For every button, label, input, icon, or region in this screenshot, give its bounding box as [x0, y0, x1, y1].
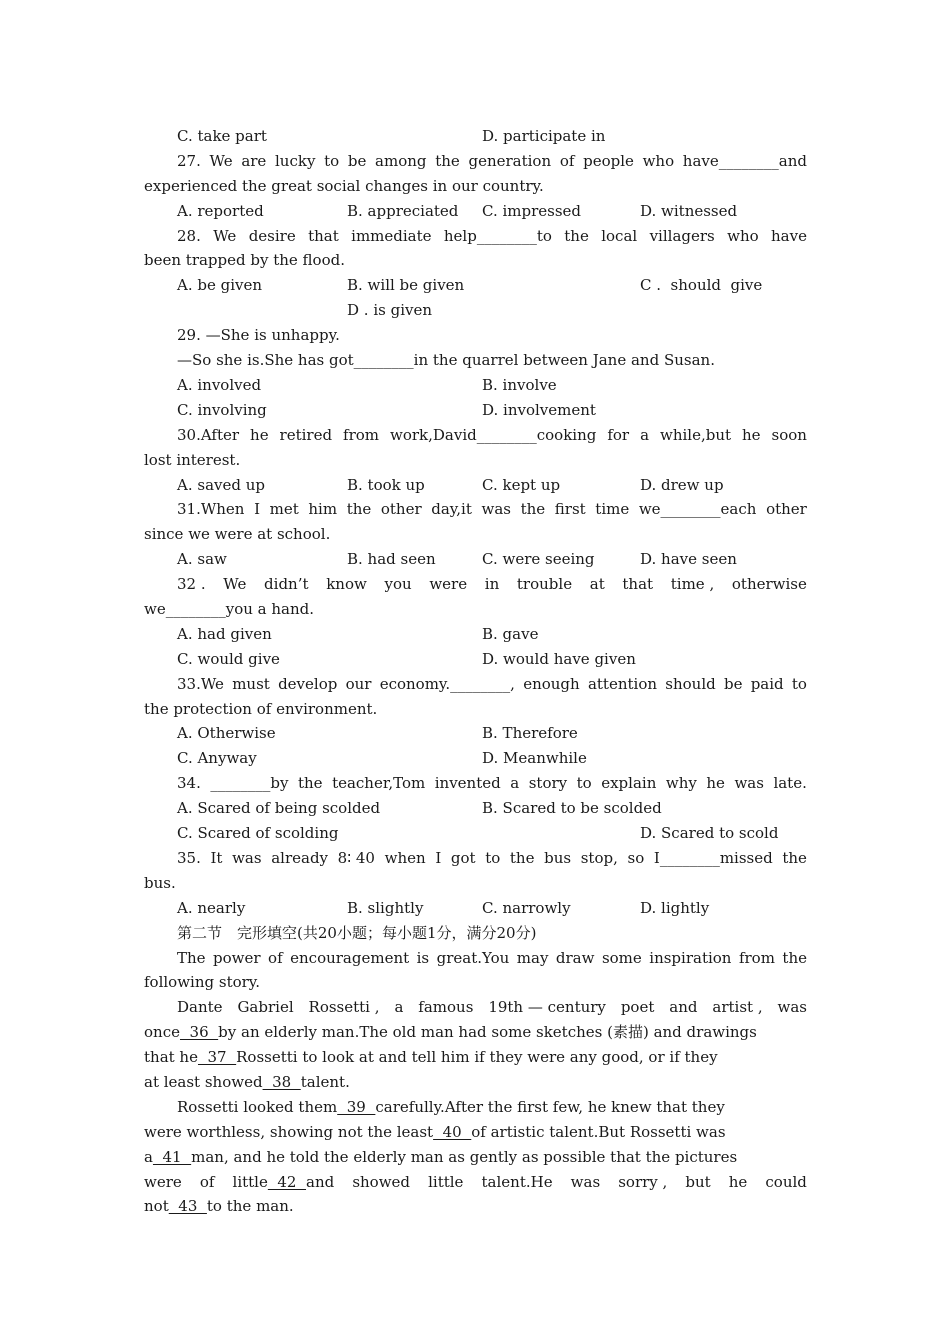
text-segment: man, and he told the elderly man as gently as possible that the pictures — [191, 1147, 738, 1166]
word: I — [254, 500, 261, 519]
blank-36: 36 — [179, 1023, 219, 1042]
word: to — [576, 774, 592, 793]
q35-option-b: B. slightly — [347, 898, 424, 917]
q30-option-a: A. saved up — [177, 475, 265, 494]
text-segment: talent. — [300, 1073, 350, 1091]
word: a — [510, 774, 520, 793]
word: of — [559, 151, 575, 170]
word: lucky — [275, 151, 316, 170]
q27-option-d: D. witnessed — [640, 201, 738, 220]
passage-p1-line4 — [144, 1070, 807, 1095]
text-segment: by an elderly man.The old man had some sketches (素描) and drawings — [218, 1023, 757, 1042]
q31-option-c: C. were seeing — [482, 550, 595, 569]
word: are — [241, 151, 267, 170]
word: trouble — [516, 575, 573, 594]
q33-option-a: A. Otherwise — [177, 724, 276, 743]
q30-option-b: B. took up — [347, 475, 425, 494]
word: We — [223, 575, 247, 594]
word: so — [627, 848, 645, 867]
word: he — [250, 425, 269, 444]
q33-options-ab — [144, 721, 807, 746]
q27-option-c: C. impressed — [482, 201, 582, 220]
q29-option-d: D. involvement — [482, 400, 596, 419]
q27-option-b: B. appreciated — [347, 201, 459, 220]
q27-stem-line1 — [144, 149, 807, 174]
text-segment: at least showed — [144, 1073, 263, 1091]
q28-stem-line1 — [144, 224, 807, 249]
q33-stem-line1 — [144, 672, 807, 697]
word: the — [509, 848, 535, 867]
word: a — [394, 998, 404, 1017]
word: We — [209, 151, 233, 170]
word: poet — [620, 998, 655, 1017]
word: must — [232, 674, 270, 693]
q30-option-d: D. drew up — [640, 475, 724, 494]
word: who — [727, 226, 759, 245]
word: The — [177, 948, 206, 967]
word: talent.He — [481, 1172, 553, 1191]
word: Dante — [177, 998, 223, 1017]
q28-stem-line2: been trapped by the flood. — [144, 251, 345, 270]
word: may — [516, 948, 549, 967]
word: from — [738, 948, 775, 967]
word: local — [601, 226, 638, 245]
word: be — [347, 151, 367, 170]
word: he — [706, 774, 725, 793]
word: 35. — [177, 848, 201, 867]
word: great.You — [436, 948, 510, 967]
blank-41: 41 — [152, 1147, 192, 1166]
q35-option-c: C. narrowly — [482, 898, 571, 917]
text-segment: not — [144, 1197, 169, 1216]
word: artist , — [712, 998, 763, 1017]
q28-options-abc — [144, 273, 807, 298]
word: enough — [523, 674, 580, 693]
text-segment: a — [144, 1147, 153, 1166]
word: the — [782, 848, 807, 867]
q30-options — [144, 473, 807, 498]
word: showed — [352, 1172, 411, 1191]
q34-option-d: D. Scared to scold — [640, 824, 779, 843]
word: have — [771, 226, 807, 245]
word: bus — [544, 848, 572, 867]
word: We — [213, 226, 237, 245]
word: some — [601, 948, 642, 967]
word: from — [343, 425, 380, 444]
word: inspiration — [649, 948, 732, 967]
word: generation — [468, 151, 552, 170]
q31-stem-line2: since we were at school. — [144, 525, 331, 544]
exam-page — [144, 124, 807, 1219]
word: of — [199, 1172, 215, 1191]
word: Gabriel — [237, 998, 294, 1017]
q29-options-ab — [144, 373, 807, 398]
q29-stem-line2: —So she is.She has got________in the quarrel between Jane and Susan. — [177, 351, 715, 370]
word: economy.________, — [379, 674, 515, 693]
passage-p2-line1 — [144, 1095, 807, 1120]
q30-stem-line1 — [144, 423, 807, 448]
word: people — [583, 151, 634, 170]
q32-stem-line2: we________you a hand. — [144, 600, 314, 618]
word: first — [554, 500, 586, 519]
word: be — [723, 674, 743, 693]
word: time — [595, 500, 630, 519]
word: to — [324, 151, 340, 170]
word: 30.After — [177, 425, 240, 444]
word: at — [589, 575, 605, 594]
word: paid — [750, 674, 784, 693]
passage-intro-line1 — [144, 946, 807, 971]
q35-option-d: D. lightly — [640, 898, 710, 917]
word: invented — [434, 774, 501, 793]
word: were — [144, 1172, 182, 1191]
passage-p2-line3 — [144, 1145, 807, 1170]
q29-stem-line1: 29. —She is unhappy. — [177, 326, 340, 345]
q29-option-a: A. involved — [177, 375, 262, 394]
text-segment: carefully.After the first few, he knew that they — [375, 1097, 725, 1116]
word: have________and — [682, 151, 807, 170]
text-segment: once — [144, 1023, 180, 1042]
q28-option-d: D . is given — [347, 301, 433, 320]
word: the — [520, 500, 546, 519]
word: 32 . — [177, 575, 206, 594]
section2-heading: 第二节 完形填空(共20小题；每小题1分，满分20分) — [177, 923, 537, 942]
text-segment: that he — [144, 1048, 198, 1067]
blank-38: 38 — [262, 1073, 301, 1091]
word: met — [269, 500, 299, 519]
word: among — [375, 151, 427, 170]
word: 27. — [177, 151, 201, 170]
word: immediate — [351, 226, 432, 245]
word: otherwise — [731, 575, 807, 594]
word: sorry , — [618, 1172, 668, 1191]
word: teacher,Tom — [332, 774, 426, 793]
q29-options-cd — [144, 398, 807, 423]
word: that — [622, 575, 654, 594]
q28-option-a: A. be given — [177, 276, 263, 295]
q28-options-d — [144, 298, 807, 323]
word: develop — [278, 674, 338, 693]
q31-option-a: A. saw — [177, 550, 227, 569]
word: stop, — [580, 848, 618, 867]
word: time , — [670, 575, 715, 594]
passage-p2-line2 — [144, 1120, 807, 1145]
word: was — [734, 774, 764, 793]
q32-option-b: B. gave — [482, 624, 539, 643]
q34-options-cd — [144, 821, 807, 846]
passage-p2-line5 — [144, 1194, 807, 1219]
q33-option-d: D. Meanwhile — [482, 749, 587, 768]
word: to — [791, 674, 807, 693]
word: little — [428, 1172, 464, 1191]
q32-options-cd — [144, 647, 807, 672]
blank-40: 40 — [433, 1122, 472, 1141]
q34-option-b: B. Scared to be scolded — [482, 799, 662, 818]
q30-stem-line2: lost interest. — [144, 450, 241, 469]
word: day,it — [431, 500, 472, 519]
word: and — [669, 998, 698, 1017]
q33-option-b: B. Therefore — [482, 724, 578, 743]
word: story — [528, 774, 568, 793]
word: already — [271, 848, 329, 867]
word: 34. — [177, 774, 201, 793]
q35-stem-line2: bus. — [144, 873, 176, 892]
q32-option-d: D. would have given — [482, 649, 636, 668]
word: for — [607, 425, 630, 444]
word: was — [481, 500, 511, 519]
word: our — [345, 674, 372, 693]
q32-option-a: A. had given — [177, 624, 272, 643]
q26-option-d: D. participate in — [482, 127, 606, 145]
blank-42: 42 — [267, 1172, 307, 1191]
word: him — [308, 500, 338, 519]
q29-option-c: C. involving — [177, 400, 267, 419]
passage-p1-line1 — [144, 995, 807, 1020]
q33-option-c: C. Anyway — [177, 749, 257, 768]
word: was — [570, 1172, 601, 1191]
q34-option-c: C. Scared of scolding — [177, 824, 339, 843]
blank-37: 37 — [197, 1048, 237, 1067]
word: desire — [248, 226, 296, 245]
q35-stem-line1 — [144, 846, 807, 871]
word: got — [450, 848, 476, 867]
q34-options-ab — [144, 796, 807, 821]
q33-options-cd — [144, 746, 807, 771]
word: didn’t — [264, 575, 309, 594]
word: the — [782, 948, 807, 967]
q35-option-a: A. nearly — [177, 898, 246, 917]
word: should — [665, 674, 716, 693]
text-segment: to the man. — [206, 1197, 294, 1216]
word: 19th — century — [488, 998, 606, 1017]
word: encouragement — [290, 948, 410, 967]
word: to — [485, 848, 501, 867]
word: he — [728, 1172, 748, 1191]
q27-stem-line2: experienced the great social changes in our country. — [144, 176, 544, 195]
word: who — [642, 151, 675, 170]
word: the — [346, 500, 372, 519]
passage-p1-line2 — [144, 1020, 807, 1045]
text-segment: were worthless, showing not the least — [144, 1122, 434, 1141]
word: know — [326, 575, 367, 594]
q31-options — [144, 547, 807, 572]
word: the — [297, 774, 323, 793]
word: I________missed — [653, 848, 773, 867]
passage-p2-line4 — [144, 1170, 807, 1195]
blank-43: 43 — [168, 1197, 207, 1216]
word: we________each — [638, 500, 757, 519]
q31-option-d: D. have seen — [640, 550, 737, 569]
word-with-blank — [233, 1170, 335, 1195]
word: but — [685, 1172, 711, 1191]
word: draw — [555, 948, 595, 967]
word: ________by — [210, 774, 289, 793]
q28-option-c: C . should give — [640, 276, 763, 295]
word: It — [210, 848, 223, 867]
q31-option-b: B. had seen — [347, 550, 436, 569]
word: why — [665, 774, 697, 793]
word: Rossetti , — [308, 998, 380, 1017]
q27-options — [144, 199, 807, 224]
word: is — [416, 948, 430, 967]
word: explain — [601, 774, 657, 793]
word: the — [564, 226, 589, 245]
q27-option-a: A. reported — [177, 201, 264, 220]
word: a — [640, 425, 650, 444]
word: 31.When — [177, 500, 245, 519]
word: of — [268, 948, 283, 967]
q28-option-b: B. will be given — [347, 276, 465, 295]
q33-stem-line2: the protection of environment. — [144, 699, 378, 718]
q30-option-c: C. kept up — [482, 475, 561, 494]
text-segment: Rossetti to look at and tell him if they were any good, or if they — [236, 1048, 718, 1067]
word: were — [429, 575, 468, 594]
text-segment: and — [306, 1172, 335, 1191]
text-segment: of artistic talent.But Rossetti was — [471, 1122, 726, 1141]
text-segment: Rossetti looked them — [177, 1097, 338, 1116]
word: in — [484, 575, 500, 594]
word: when — [384, 848, 426, 867]
blank-39: 39 — [337, 1097, 376, 1116]
word: the — [435, 151, 460, 170]
word: attention — [587, 674, 658, 693]
word: was — [777, 998, 807, 1017]
q35-options — [144, 896, 807, 921]
q34-option-a: A. Scared of being scolded — [177, 799, 381, 818]
q26-option-c: C. take part — [177, 127, 267, 145]
q34-stem-line1 — [144, 771, 807, 796]
word: that — [308, 226, 339, 245]
word: you — [384, 575, 412, 594]
word: he — [741, 425, 761, 444]
passage-intro-line2: following story. — [144, 973, 261, 992]
q31-stem-line1 — [144, 497, 807, 522]
word: retired — [279, 425, 333, 444]
text-segment: little — [232, 1172, 268, 1191]
word: I — [435, 848, 442, 867]
q32-stem-line1 — [144, 572, 807, 597]
word: 28. — [177, 226, 201, 245]
q29-option-b: B. involve — [482, 375, 557, 394]
word: villagers — [649, 226, 715, 245]
word: 33.We — [177, 674, 224, 693]
word: 8∶ 40 — [337, 848, 375, 867]
word: while,but — [659, 425, 732, 444]
word: power — [213, 948, 261, 967]
word: help________to — [443, 226, 552, 245]
word: late. — [773, 774, 807, 793]
passage-p1-line3 — [144, 1045, 807, 1070]
word: soon — [771, 425, 807, 444]
word: other — [766, 500, 807, 519]
word: was — [232, 848, 262, 867]
q26-options-cd — [144, 124, 807, 149]
word: work,David________cooking — [390, 425, 597, 444]
word: famous — [418, 998, 474, 1017]
q32-option-c: C. would give — [177, 649, 280, 668]
word: could — [765, 1172, 807, 1191]
q32-options-ab — [144, 622, 807, 647]
word: other — [380, 500, 422, 519]
